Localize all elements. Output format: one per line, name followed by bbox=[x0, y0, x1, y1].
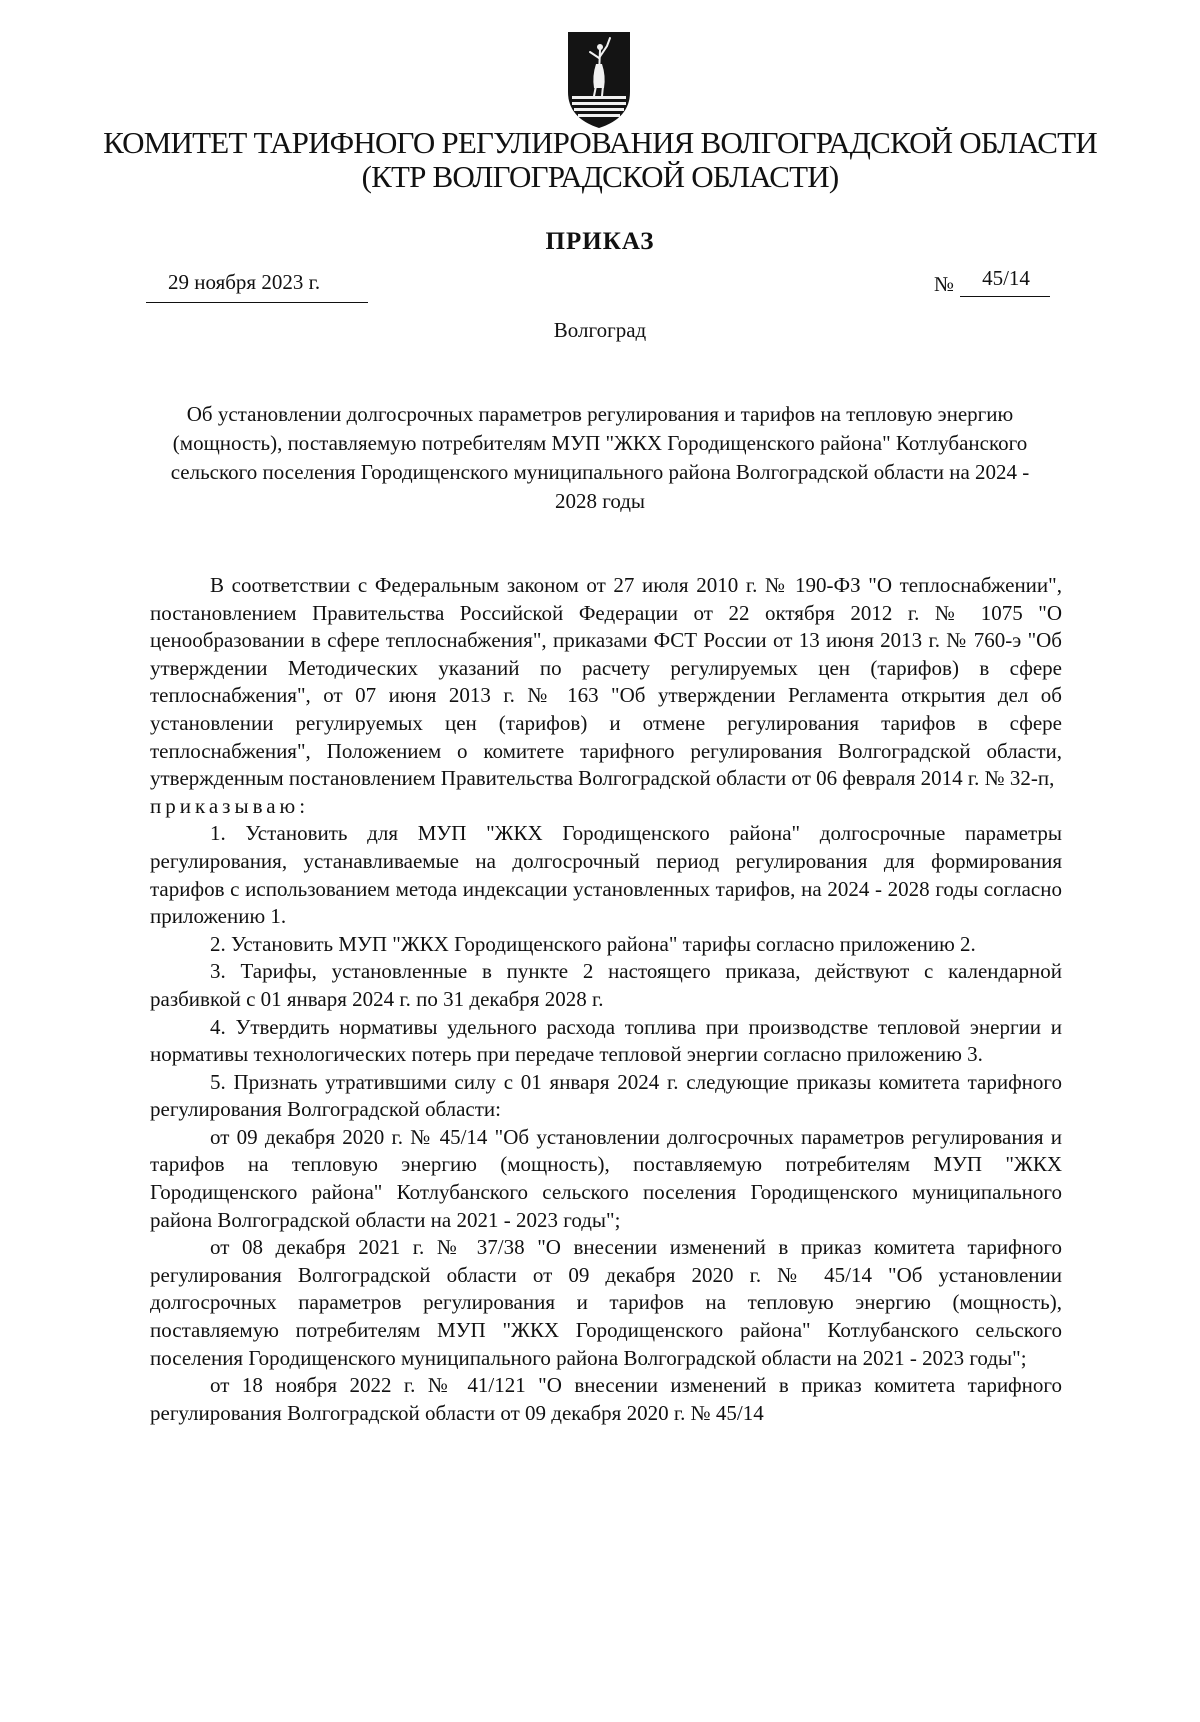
order-item: 4. Утвердить нормативы удельного расхода топлива при производстве тепловой энергии и нормативы технологических потерь при передаче тепловой энергии согласно приложению 3. bbox=[150, 1014, 1062, 1067]
order-date: 29 ноября 2023 г. bbox=[168, 270, 321, 294]
order-body bbox=[150, 572, 1062, 1427]
document-type: ПРИКАЗ bbox=[545, 228, 655, 255]
date-underline bbox=[146, 302, 368, 303]
order-item: 2. Установить МУП "ЖКХ Городищенского района" тарифы согласно приложению 2. bbox=[210, 931, 976, 956]
repealed-order: от 09 декабря 2020 г. № 45/14 "Об установлении долгосрочных параметров регулирования и тарифов на тепловую энергию (мощность), поставляемую потребителям МУП "ЖКХ Городищенского района" Котлубанского сельского поселения Городищенского муниципального района Волгоградской области на 2021 - 2023 годы"; bbox=[150, 1124, 1062, 1232]
org-short-name: (КТР ВОЛГОГРАДСКОЙ ОБЛАСТИ) bbox=[361, 159, 839, 194]
repealed-order: от 08 декабря 2021 г. № 37/38 "О внесении изменений в приказ комитета тарифного регулирования Волгоградской области от 09 декабря 2020 г. № 45/14 "Об установлении долгосрочных параметров регулирования и тарифов на тепловую энергию (мощность), поставляемую потребителям МУП "ЖКХ Городищенского района" Котлубанского сельского поселения Городищенского муниципального района Волгоградской области на 2021 - 2023 годы"; bbox=[150, 1235, 1062, 1370]
order-item: 1. Установить для МУП "ЖКХ Городищенского района" долгосрочные параметры регулирования, устанавливаемые на долгосрочный период регулирования для формирования тарифов с использованием метода индексации установленных тарифов, на 2024 - 2028 годы согласно приложению 1. bbox=[150, 821, 1062, 929]
order-word: приказываю: bbox=[150, 793, 310, 818]
preamble: В соответствии с Федеральным законом от 27 июля 2010 г. № 190-ФЗ "О теплоснабжении", постановлением Правительства Российской Федерации от 22 октября 2012 г. № 1075 "О ценообразовании в сфере теплоснабжения", приказами ФСТ России от 13 июня 2013 г. № 760-э "Об утверждении Методических указаний по расчету регулируемых цен (тарифов) в сфере теплоснабжения", от 07 июня 2013 г. № 163 "Об утверждении Регламента открытия дел об установлении регулируемых цен (тарифов) и отмене регулирования тарифов в сфере теплоснабжения", Положением о комитете тарифного регулирования Волгоградской области, утвержденным постановлением Правительства Волгоградской области от 06 февраля 2014 г. № 32-п, bbox=[150, 573, 1062, 791]
volgograd-emblem-icon bbox=[566, 30, 632, 130]
repealed-order: от 18 ноября 2022 г. № 41/121 "О внесении изменений в приказ комитета тарифного регулирования Волгоградской области от 09 декабря 2020 г. № 45/14 bbox=[150, 1373, 1062, 1425]
org-name: КОМИТЕТ ТАРИФНОГО РЕГУЛИРОВАНИЯ ВОЛГОГРАДСКОЙ ОБЛАСТИ bbox=[103, 125, 1097, 160]
city: Волгоград bbox=[553, 318, 647, 342]
order-number-label: № bbox=[934, 272, 955, 296]
order-number: 45/14 bbox=[982, 266, 1030, 290]
order-item: 3. Тарифы, установленные в пункте 2 настоящего приказа, действуют с календарной разбивкой с 01 января 2024 г. по 31 декабря 2028 г. bbox=[150, 959, 1062, 1011]
order-item: 5. Признать утратившими силу с 01 января 2024 г. следующие приказы комитета тарифного регулирования Волгоградской области: bbox=[150, 1069, 1062, 1122]
order-subject: Об установлении долгосрочных параметров регулирования и тарифов на тепловую энергию (мощность), поставляемую потребителям МУП "ЖКХ Городищенского района" Котлубанского сельского поселения Городищенского муниципального района Волгоградской области на 2024 - 2028 годы bbox=[170, 402, 1030, 513]
number-underline bbox=[960, 296, 1050, 297]
